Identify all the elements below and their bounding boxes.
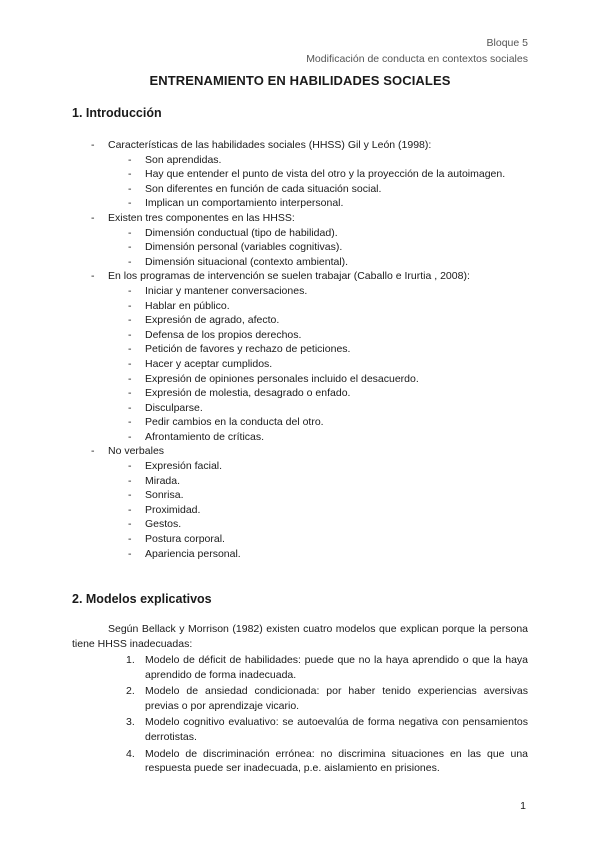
item-text: Modelo de déficit de habilidades: puede que no la haya aprendido o que la haya aprendido de forma inadecuada. (145, 654, 528, 681)
sub-list-item-text: Dimensión personal (variables cognitivas). (145, 241, 343, 254)
dash-bullet: - (128, 357, 132, 370)
dash-bullet: - (128, 430, 132, 443)
sub-list-item (0, 313, 600, 328)
dash-bullet: - (128, 387, 132, 400)
header-block: Bloque 5 (486, 37, 528, 49)
list-item-text: No verbales (108, 445, 165, 458)
dash-bullet: - (128, 314, 132, 327)
sub-list-item (0, 488, 600, 503)
sub-list-item (0, 299, 600, 314)
sub-list-item (0, 532, 600, 547)
sub-list-item (0, 182, 600, 197)
sub-list-item (0, 342, 600, 357)
sub-list-item-text: Expresión de molestia, desagrado o enfado. (145, 387, 351, 400)
sub-list-item-text: Apariencia personal. (145, 547, 241, 560)
sub-list-item-text: Iniciar y mantener conversaciones. (145, 284, 308, 297)
sub-list-item-text: Hablar en público. (145, 299, 230, 312)
sub-list-item (0, 474, 600, 489)
sub-list-item-text: Proximidad. (145, 503, 201, 516)
sub-list-item (0, 255, 600, 270)
list-item-text: Existen tres componentes en las HHSS: (108, 211, 295, 224)
dash-bullet: - (128, 474, 132, 487)
item-number: 4. (126, 747, 135, 760)
item-number: 2. (126, 685, 135, 698)
sub-list-item-text: Petición de favores y rechazo de peticiones. (145, 343, 351, 356)
section-heading-modelos: 2. Modelos explicativos (72, 592, 212, 606)
item-text: Modelo cognitivo evaluativo: se autoevalúa de forma negativa con pensamientos derrotistas. (145, 716, 528, 743)
list-item (0, 211, 600, 226)
sub-list-item (0, 459, 600, 474)
sub-list-item (0, 372, 600, 387)
list-item (0, 269, 600, 284)
sub-list-item-text: Mirada. (145, 474, 181, 487)
list-item (0, 138, 600, 153)
sub-list-item-text: Dimensión conductual (tipo de habilidad). (145, 226, 338, 239)
dash-bullet: - (91, 270, 95, 283)
sub-list-item (0, 386, 600, 401)
sub-list-item (0, 284, 600, 299)
sub-list-item-text: Dimensión situacional (contexto ambiental). (145, 255, 349, 268)
dash-bullet: - (128, 416, 132, 429)
numbered-item (126, 747, 528, 776)
dash-bullet: - (128, 518, 132, 531)
sub-list-item (0, 328, 600, 343)
dash-bullet: - (128, 401, 132, 414)
dash-bullet: - (128, 489, 132, 502)
sub-list-item-text: Postura corporal. (145, 533, 225, 546)
sub-list-item (0, 196, 600, 211)
sub-list-item (0, 415, 600, 430)
dash-bullet: - (128, 226, 132, 239)
sub-list-item (0, 503, 600, 518)
dash-bullet: - (128, 343, 132, 356)
sub-list-item-text: Implican un comportamiento interpersonal. (145, 197, 344, 210)
sub-list-item-text: Disculparse. (145, 401, 203, 414)
sub-list-item (0, 240, 600, 255)
sub-list-item-text: Sonrisa. (145, 489, 184, 502)
item-number: 3. (126, 716, 135, 729)
dash-bullet: - (128, 241, 132, 254)
dash-bullet: - (128, 182, 132, 195)
models-list (126, 653, 528, 778)
dash-bullet: - (128, 153, 132, 166)
sub-list-item-text: Son aprendidas. (145, 153, 222, 166)
sub-list-item-text: Expresión de opiniones personales incluido el desacuerdo. (145, 372, 419, 385)
dash-bullet: - (91, 445, 95, 458)
sub-list-item-text: Pedir cambios en la conducta del otro. (145, 416, 324, 429)
dash-bullet: - (128, 284, 132, 297)
sub-list-item (0, 226, 600, 241)
sub-list-item (0, 167, 600, 182)
sub-list-item (0, 153, 600, 168)
sub-list-item-text: Son diferentes en función de cada situación social. (145, 182, 382, 195)
item-text: Modelo de discriminación errónea: no discrimina situaciones en las que una respuesta puede ser inadecuada, p.e. aislamiento en prisiones. (145, 747, 528, 775)
item-number: 1. (126, 654, 135, 666)
section-heading-introduccion: 1. Introducción (72, 106, 162, 120)
sub-list-item (0, 401, 600, 416)
sub-list-item-text: Defensa de los propios derechos. (145, 328, 302, 341)
dash-bullet: - (128, 168, 132, 181)
header-subtitle: Modificación de conducta en contextos sociales (306, 53, 528, 65)
sub-list-item (0, 547, 600, 562)
sub-list-item-text: Expresión de agrado, afecto. (145, 314, 280, 327)
dash-bullet: - (91, 139, 95, 151)
numbered-item (126, 684, 528, 713)
numbered-item (126, 653, 528, 682)
dash-bullet: - (128, 299, 132, 312)
sub-list-item (0, 517, 600, 532)
document-title: ENTRENAMIENTO EN HABILIDADES SOCIALES (149, 73, 451, 88)
sub-list-item-text: Expresión facial. (145, 460, 223, 473)
models-paragraph: Según Bellack y Morrison (1982) existen cuatro modelos que explican porque la persona tiene HHSS inadecuadas: (72, 623, 528, 650)
item-text: Modelo de ansiedad condicionada: por haber tenido experiencias aversivas previas o por aprendizaje vicario. (145, 685, 528, 712)
sub-list-item-text: Hay que entender el punto de vista del otro y la proyección de la autoimagen. (145, 168, 506, 181)
list-item-text: En los programas de intervención se suelen trabajar (Caballo e Irurtia , 2008): (108, 270, 470, 283)
dash-bullet: - (128, 328, 132, 341)
dash-bullet: - (128, 197, 132, 210)
list-item (0, 444, 600, 459)
sub-list-item-text: Gestos. (145, 518, 182, 531)
sub-list-item (0, 357, 600, 372)
page-number: 1 (520, 800, 526, 812)
introduction-list (0, 138, 600, 561)
dash-bullet: - (128, 547, 132, 560)
dash-bullet: - (91, 211, 95, 224)
sub-list-item-text: Hacer y aceptar cumplidos. (145, 357, 273, 370)
dash-bullet: - (128, 533, 132, 546)
dash-bullet: - (128, 372, 132, 385)
dash-bullet: - (128, 460, 132, 473)
sub-list-item-text: Afrontamiento de críticas. (145, 430, 265, 443)
sub-list-item (0, 430, 600, 445)
numbered-item (126, 715, 528, 744)
dash-bullet: - (128, 503, 132, 516)
dash-bullet: - (128, 255, 132, 268)
list-item-text: Características de las habilidades sociales (HHSS) Gil y León (1998): (108, 139, 432, 151)
